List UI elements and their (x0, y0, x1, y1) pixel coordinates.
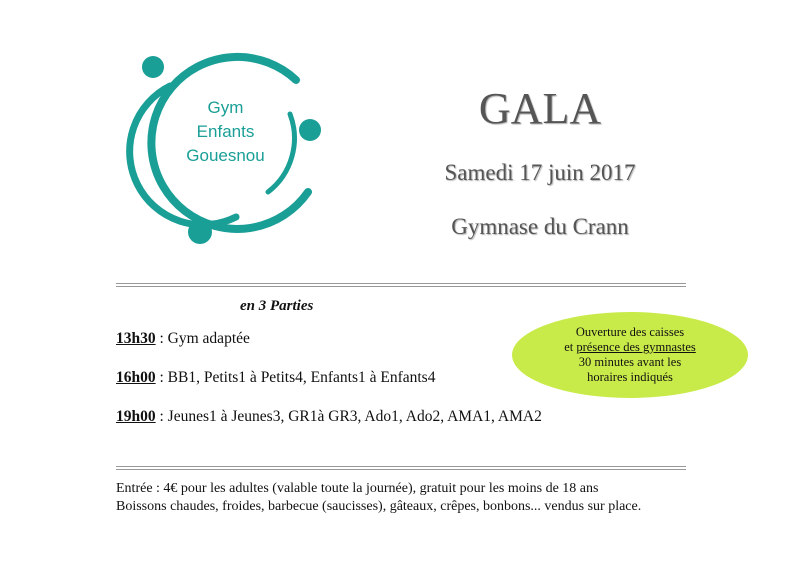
club-logo (118, 42, 333, 252)
schedule-slot-2 (116, 369, 435, 387)
note-line-3: 30 minutes avant les (578, 355, 682, 369)
schedule-slot-3 (116, 408, 542, 426)
slot-time: 16h00 (116, 369, 156, 386)
slot-description: : Jeunes1 à Jeunes3, GR1à GR3, Ado1, Ado2, AMA1, AMA2 (155, 408, 542, 425)
parts-label: en 3 Parties (240, 298, 314, 314)
slot-description: : Gym adaptée (155, 330, 250, 347)
slot-time: 19h00 (116, 408, 156, 425)
schedule-slot-1 (116, 330, 250, 348)
event-venue: Gymnase du Crann (451, 214, 629, 239)
logo-text-enfants: Enfants (196, 122, 255, 141)
logo-text-gym: Gym (207, 98, 244, 117)
slot-description: : BB1, Petits1 à Petits4, Enfants1 à Enfants4 (155, 369, 436, 386)
footer-refreshments-info: Boissons chaudes, froides, barbecue (saucisses), gâteaux, crêpes, bonbons... vendus sur place. (116, 499, 642, 514)
opening-note-bubble (512, 312, 748, 398)
footer-entry-info: Entrée : 4€ pour les adultes (valable toute la journée), gratuit pour les moins de 18 ans (116, 481, 599, 496)
note-line-2 (564, 340, 696, 355)
note-line-2-prefix: et (564, 340, 577, 354)
note-line-4: horaires indiqués (587, 370, 673, 384)
bottom-divider (116, 466, 686, 470)
page-title: GALA (478, 84, 602, 133)
top-divider (116, 283, 686, 287)
event-date: Samedi 17 juin 2017 (444, 160, 636, 185)
note-line-1: Ouverture des caisses (575, 325, 685, 339)
slot-time: 13h30 (116, 330, 156, 347)
note-line-2-underlined: présence des gymnastes (576, 340, 696, 354)
logo-text-gouesnou: Gouesnou (186, 146, 265, 165)
